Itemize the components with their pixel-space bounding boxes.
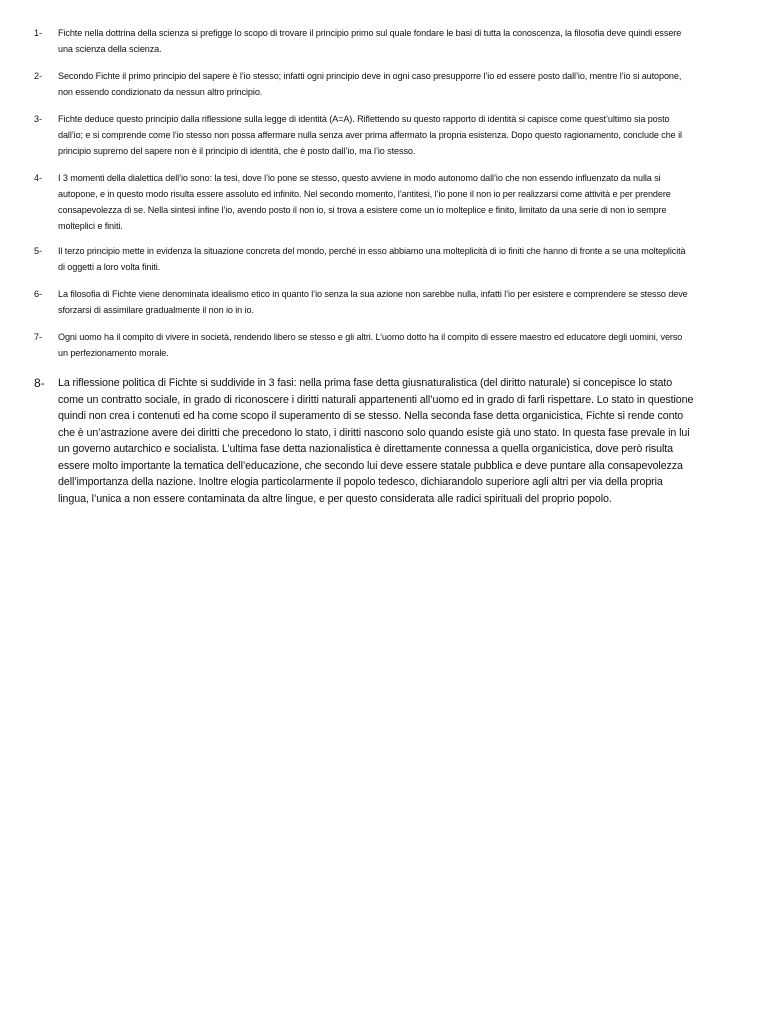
list-item-2 bbox=[34, 68, 694, 100]
list-item-7 bbox=[34, 329, 694, 361]
list-item-8 bbox=[34, 375, 694, 507]
item-number: 7- bbox=[34, 332, 42, 342]
item-number: 3- bbox=[34, 114, 42, 124]
item-text: Ogni uomo ha il compito di vivere in società, rendendo libero se stesso e gli altri. L’uomo dotto ha il compito di essere maestro ed educatore degli uomini, verso un perfezionamento morale. bbox=[58, 332, 683, 358]
item-number: 6- bbox=[34, 289, 42, 299]
item-text: I 3 momenti della dialettica dell’io sono: la tesi, dove l’io pone se stesso, questo avviene in modo autonomo dall’io che non essendo influenzato da nulla si autopone, e in questo modo risulta essere assoluto ed infinito. Nel secondo momento, l’antitesi, l’io pone il non io per realizzarsi come attività e per prendere consapevolezza di se. Nella sintesi infine l’io, avendo posto il non io, si trova a esistere come un io molteplice e finito, limitato da una serie di non io sempre molteplici e finiti. bbox=[58, 173, 671, 231]
item-number: 8- bbox=[34, 376, 45, 390]
item-text: La riflessione politica di Fichte si suddivide in 3 fasi: nella prima fase detta giusnaturalistica (del diritto naturale) si concepisce lo stato come un contratto sociale, in grado di riconoscere i diritti naturali appartenenti all’uomo ed in grado di farli rispettare. Lo stato in questione quindi non crea i contenuti ed ha come scopo il superamento di se stesso. Nella seconda fase detta organicistica, Fichte si rende conto che è un’astrazione avere dei diritti che precedono lo stato, i diritti nascono solo quando esiste già uno stato. In questa fase prevale in lui un governo autarchico e socialista. L’ultima fase detta nazionalistica è direttamente connessa a quella organicistica, dove però risulta essere molto importante la tematica dell’educazione, che secondo lui deve essere statale pubblica e deve puntare alla consapevolezza dell’importanza della nazione. Inoltre elogia particolarmente il popolo tedesco, dichiarandolo superiore agli altri per via della propria lingua, l’unica a non essere contaminata da altre lingue, e per questo considerata alle radici spirituali del proprio popolo. bbox=[58, 377, 694, 505]
list-item-4 bbox=[34, 170, 694, 234]
item-number: 5- bbox=[34, 246, 42, 256]
list-item-5 bbox=[34, 243, 694, 275]
item-text: Secondo Fichte il primo principio del sapere è l’io stesso; infatti ogni principio deve in ogni caso presupporre l’io ed essere posto dall’io, mentre l’io si autopone, non essendo condizionato da nessun altro principio. bbox=[58, 71, 682, 97]
item-text: La filosofia di Fichte viene denominata idealismo etico in quanto l’io senza la sua azione non sarebbe nulla, infatti l’io per esistere e comprendere se stesso deve sforzarsi di assimilare gradualmente il non io in io. bbox=[58, 289, 688, 315]
list-item-3 bbox=[34, 111, 694, 159]
list-item-6 bbox=[34, 286, 694, 318]
list-item-1 bbox=[34, 25, 694, 57]
item-number: 2- bbox=[34, 71, 42, 81]
item-text: Fichte nella dottrina della scienza si prefigge lo scopo di trovare il principio primo sul quale fondare le basi di tutta la conoscenza, la filosofia deve quindi essere una scienza della scienza. bbox=[58, 28, 682, 54]
item-number: 1- bbox=[34, 28, 42, 38]
item-text: Fichte deduce questo principio dalla riflessione sulla legge di identità (A=A). Riflettendo su questo rapporto di identità si capisce come quest’ultimo sia posto dall’io; e si comprende come l’io stesso non possa affermare nulla senza aver prima affermato la propria esistenza. Dopo questo ragionamento, conclude che il principio supremo del sapere non è il principio di identità, che è posto dall’io, ma l’io stesso. bbox=[58, 114, 682, 156]
item-number: 4- bbox=[34, 173, 42, 183]
item-text: Il terzo principio mette in evidenza la situazione concreta del mondo, perché in esso abbiamo una molteplicità di io finiti che hanno di fronte a se una molteplicità di oggetti a loro volta finiti. bbox=[58, 246, 686, 272]
